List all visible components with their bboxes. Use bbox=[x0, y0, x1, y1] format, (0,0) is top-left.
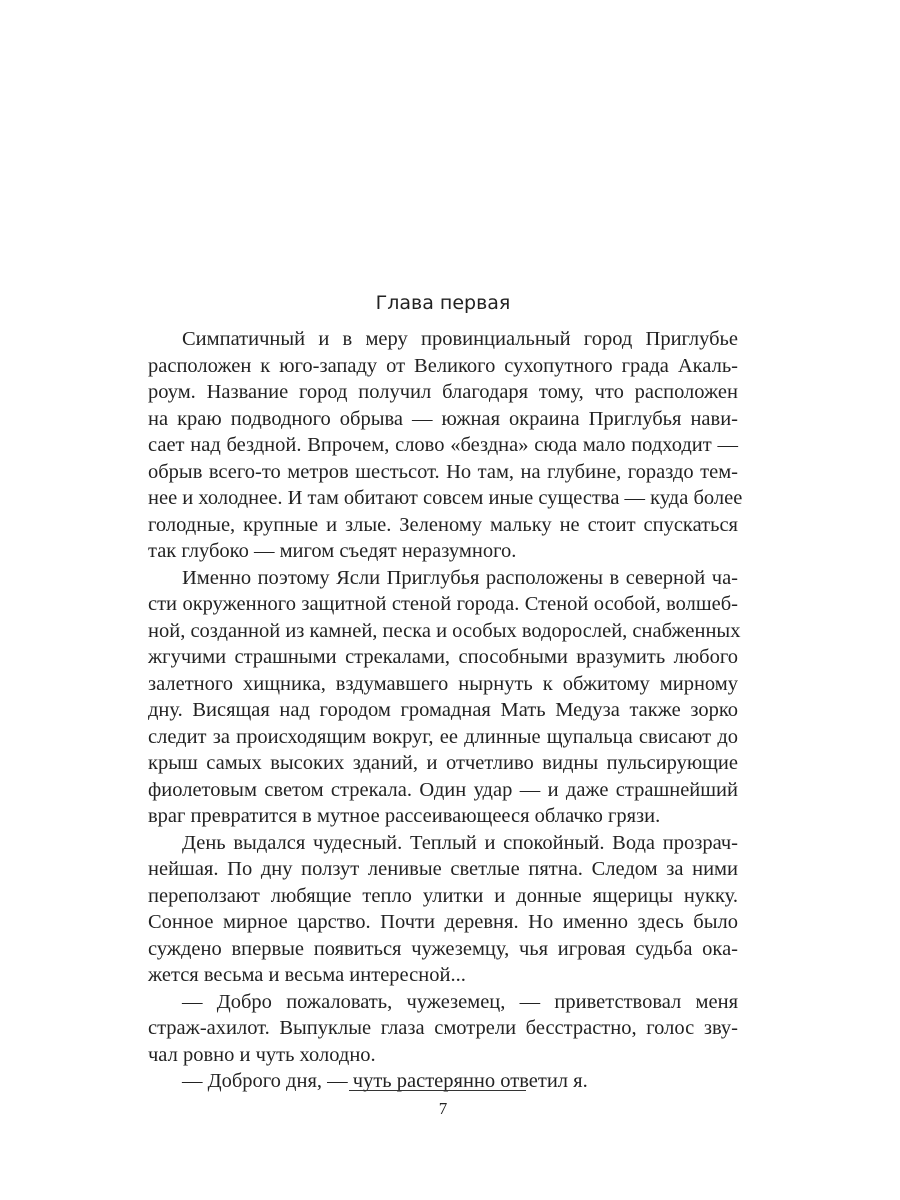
footer-divider bbox=[349, 1090, 526, 1091]
text-line: Именно поэтому Ясли Приглубья расположены в северной ча- bbox=[182, 566, 738, 589]
text-line: Сонное мирное царство. Почти деревня. Но именно здесь было bbox=[148, 911, 738, 933]
text-line: дну. Висящая над городом громадная Мать Медуза также зорко bbox=[148, 699, 738, 721]
paragraph-2 bbox=[148, 565, 741, 830]
page-number: 7 bbox=[438, 1099, 448, 1118]
chapter-title: Глава первая bbox=[375, 292, 511, 314]
text-line: страж-ахилот. Выпуклые глаза смотрели бесстрастно, голос зву- bbox=[148, 1017, 738, 1039]
text-line: так глубоко — мигом съедят неразумного. bbox=[148, 540, 517, 562]
text-line: жгучими страшными стрекалами, способными вразумить любого bbox=[148, 646, 738, 668]
text-line: фиолетовым светом стрекала. Один удар — и даже страшнейший bbox=[148, 778, 738, 801]
text-line: — Доброго дня, — чуть растерянно ответил я. bbox=[182, 1070, 588, 1092]
text-line: голодные, крупные и злые. Зеленому мальку не стоит спускаться bbox=[148, 513, 738, 536]
text-line: сти окруженного защитной стеной города. Стеной особой, волшеб- bbox=[148, 593, 738, 615]
paragraph-3 bbox=[148, 830, 738, 989]
text-line: нейшая. По дну ползут ленивые светлые пятна. Следом за ними bbox=[148, 858, 738, 880]
text-line: роум. Название город получил благодаря тому, что расположен bbox=[148, 381, 738, 403]
paragraph-1 bbox=[148, 326, 743, 565]
text-line: — Добро пожаловать, чужеземец, — приветствовал меня bbox=[182, 990, 738, 1013]
text-line: жется весьма и весьма интересной... bbox=[148, 964, 466, 986]
text-line: чал ровно и чуть холодно. bbox=[148, 1043, 376, 1066]
text-line: расположен к юго-западу от Великого сухопутного града Акаль- bbox=[148, 354, 738, 377]
text-line: следит за происходящим вокруг, ее длинные щупальца свисают до bbox=[148, 725, 738, 748]
text-line: на краю подводного обрыва — южная окраина Приглубья нави- bbox=[148, 407, 738, 430]
text-line: ной, созданной из камней, песка и особых водорослей, снабженных bbox=[148, 619, 741, 642]
text-line: крыш самых высоких зданий, и отчетливо видны пульсирующие bbox=[148, 752, 738, 774]
text-line: переползают любящие тепло улитки и донные ящерицы нукку. bbox=[148, 884, 738, 907]
book-page bbox=[148, 0, 743, 1200]
text-line: залетного хищника, вздумавшего нырнуть к обжитому мирному bbox=[148, 672, 738, 695]
text-line: суждено впервые появиться чужеземцу, чья игровая судьба ока- bbox=[148, 937, 738, 960]
text-line: День выдался чудесный. Теплый и спокойный. Вода прозрач- bbox=[182, 831, 738, 854]
body-text bbox=[148, 326, 743, 1095]
text-line: обрыв всего-то метров шестьсот. Но там, на глубине, гораздо тем- bbox=[148, 460, 738, 483]
text-line: Симпатичный и в меру провинциальный город Приглубье bbox=[182, 328, 738, 350]
paragraph-4 bbox=[148, 989, 738, 1069]
text-line: нее и холоднее. И там обитают совсем иные существа — куда более bbox=[148, 487, 743, 509]
text-line: сает над бездной. Впрочем, слово «бездна» сюда мало подходит — bbox=[148, 434, 738, 456]
text-line: враг превратится в мутное рассеивающееся облачко грязи. bbox=[148, 805, 661, 827]
